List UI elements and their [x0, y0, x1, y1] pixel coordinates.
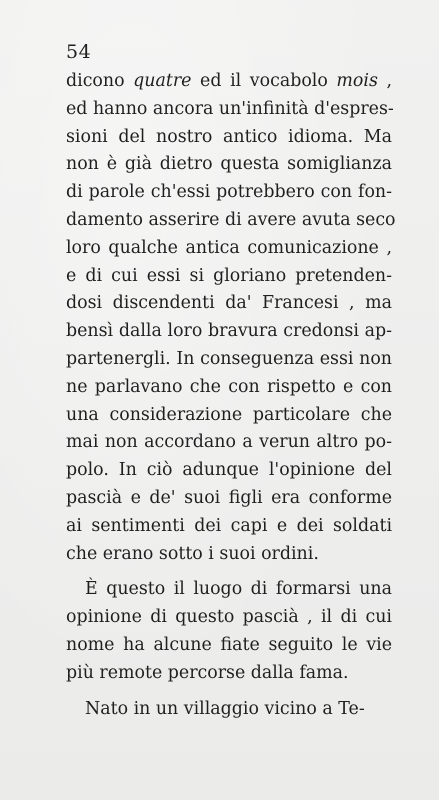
text-segment: ed il vocabolo	[191, 71, 337, 91]
text-segment: sioni del nostro antico idioma. Ma	[66, 126, 392, 147]
paragraph-gap	[66, 568, 392, 576]
italic-word: mois	[336, 71, 378, 91]
text-line	[66, 346, 392, 374]
text-line	[66, 660, 392, 688]
text-segment: polo. In ciò adunque l'opinione del	[66, 460, 392, 481]
text-segment: nome ha alcune fiate seguito le vie	[66, 634, 392, 655]
text-segment: una considerazione particolare che	[66, 404, 392, 425]
text-line	[66, 318, 392, 346]
paragraph-gap	[66, 688, 392, 696]
text-segment: più remote percorse dalla fama.	[66, 662, 349, 683]
text-line	[66, 429, 392, 457]
text-line	[66, 263, 392, 291]
text-line	[66, 604, 392, 632]
text-line	[66, 235, 392, 263]
text-segment: ,	[377, 71, 392, 91]
text-segment: loro qualche antica comunicazione ,	[66, 237, 392, 258]
text-segment: È questo il luogo di formarsi una	[85, 579, 392, 600]
text-line	[66, 96, 392, 124]
text-segment: bensì dalla loro bravura credonsi ap-	[66, 321, 392, 342]
text-line	[66, 457, 392, 485]
text-segment: dosi discendenti da' Francesi , ma	[66, 293, 392, 314]
body-text	[66, 68, 396, 723]
text-line	[66, 632, 392, 660]
text-segment: dicono	[66, 71, 134, 91]
text-segment: ne parlavano che con rispetto e con	[66, 376, 392, 397]
text-segment: damento asserire di avere avuta seco	[66, 209, 396, 230]
text-line	[66, 290, 392, 318]
text-line	[66, 179, 392, 207]
text-segment: non è già dietro questa somiglianza	[66, 154, 392, 175]
italic-word: quatre	[133, 71, 192, 91]
text-line	[66, 696, 392, 724]
text-segment: che erano sotto i suoi ordini.	[66, 543, 319, 564]
text-line	[66, 513, 392, 541]
text-line	[66, 541, 392, 569]
text-line	[66, 124, 392, 152]
text-line	[66, 576, 392, 604]
text-segment: di parole ch'essi potrebbero con fon-	[66, 182, 392, 203]
text-line	[66, 485, 392, 513]
text-line	[66, 374, 392, 402]
text-segment: ed hanno ancora un'infinità d'espres-	[66, 98, 394, 119]
text-segment: partenergli. In conseguenza essi non	[66, 348, 392, 369]
text-line	[66, 151, 392, 179]
text-segment: ai sentimenti dei capi e dei soldati	[66, 515, 392, 536]
text-segment: mai non accordano a verun altro po-	[66, 432, 392, 453]
page-number: 54	[66, 41, 92, 63]
text-line	[66, 402, 392, 430]
text-segment: Nato in un villaggio vicino a Te-	[85, 698, 365, 719]
text-line	[66, 68, 392, 96]
text-segment: opinione di questo pascià , il di cui	[66, 607, 392, 628]
text-line	[66, 207, 396, 235]
text-segment: pascià e de' suoi figli era conforme	[66, 487, 392, 508]
text-segment: e di cui essi si gloriano pretenden-	[66, 265, 392, 286]
